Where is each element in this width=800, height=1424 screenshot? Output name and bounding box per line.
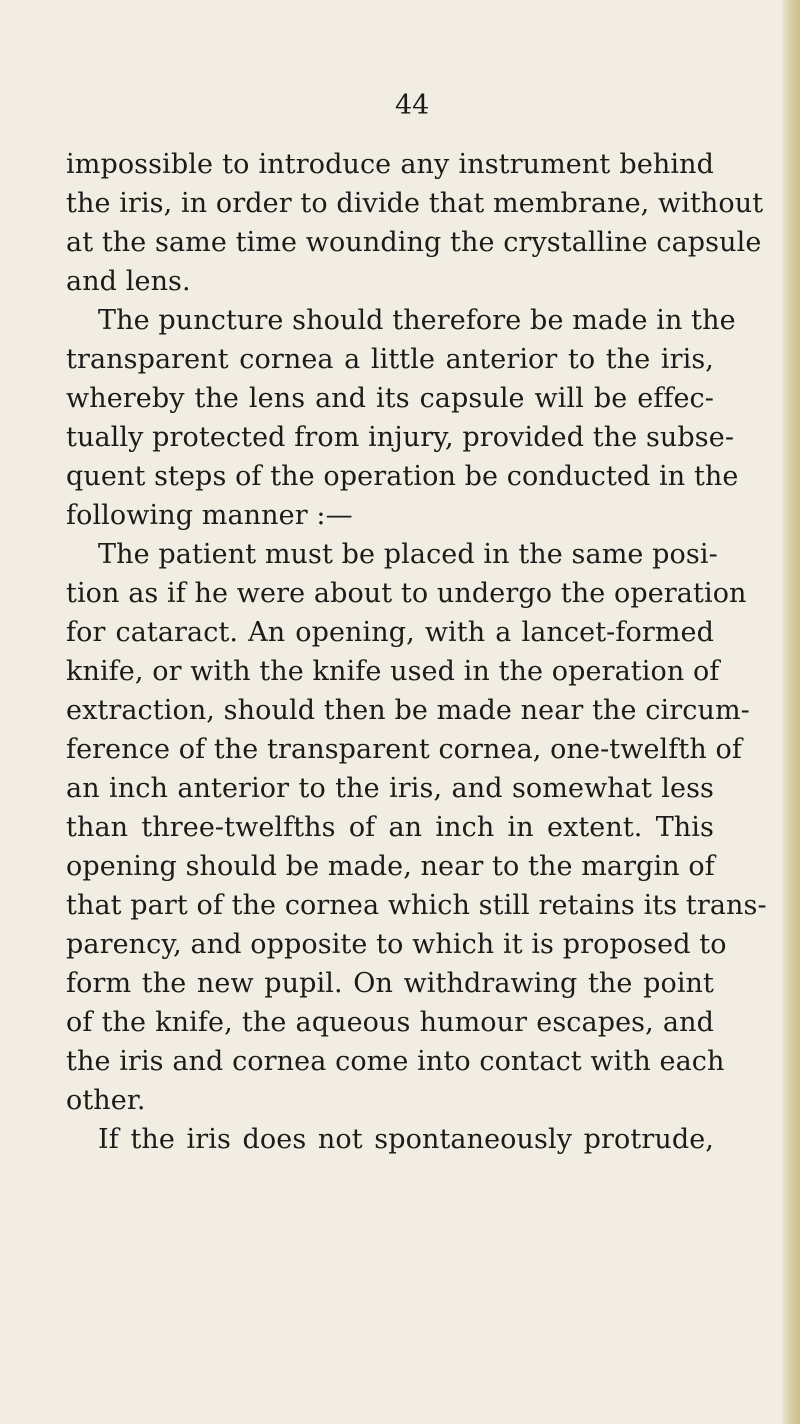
text-line: opening should be made, near to the margin of [66, 851, 715, 882]
text-line: quent steps of the operation be conducted in the [66, 461, 739, 492]
text-line: and lens. [66, 266, 191, 297]
text-line: other. [66, 1085, 146, 1116]
text-line: impossible to introduce any instrument behind [66, 149, 714, 180]
text-line: transparent cornea a little anterior to the iris, [66, 344, 714, 375]
text-line: parency, and opposite to which it is proposed to [66, 929, 727, 960]
text-line: knife, or with the knife used in the operation of [66, 656, 720, 687]
text-line: an inch anterior to the iris, and somewhat less [66, 773, 714, 804]
text-line: following manner :— [66, 500, 353, 531]
text-line: extraction, should then be made near the circum- [66, 695, 750, 726]
text-line: If the iris does not spontaneously protrude, [98, 1124, 714, 1155]
text-line: of the knife, the aqueous humour escapes, and [66, 1007, 714, 1038]
text-line: The puncture should therefore be made in the [98, 305, 736, 336]
text-line: tion as if he were about to undergo the operation [66, 578, 747, 609]
text-line: at the same time wounding the crystalline capsule [66, 227, 762, 258]
text-line: ference of the transparent cornea, one-twelfth of [66, 734, 742, 765]
text-line: that part of the cornea which still retains its trans- [66, 890, 767, 921]
page-body-text [66, 145, 767, 1159]
text-line: form the new pupil. On withdrawing the point [66, 968, 714, 999]
page-number: 44 [395, 90, 430, 121]
text-line: tually protected from injury, provided the subse- [66, 422, 735, 453]
text-line: than three-twelfths of an inch in extent. This [66, 812, 714, 843]
text-line: the iris and cornea come into contact with each [66, 1046, 725, 1077]
text-line: whereby the lens and its capsule will be effec- [66, 383, 714, 414]
text-line: the iris, in order to divide that membrane, without [66, 188, 764, 219]
text-line: for cataract. An opening, with a lancet-formed [66, 617, 714, 648]
page-edge [782, 0, 800, 1424]
text-line: The patient must be placed in the same posi- [98, 539, 718, 570]
